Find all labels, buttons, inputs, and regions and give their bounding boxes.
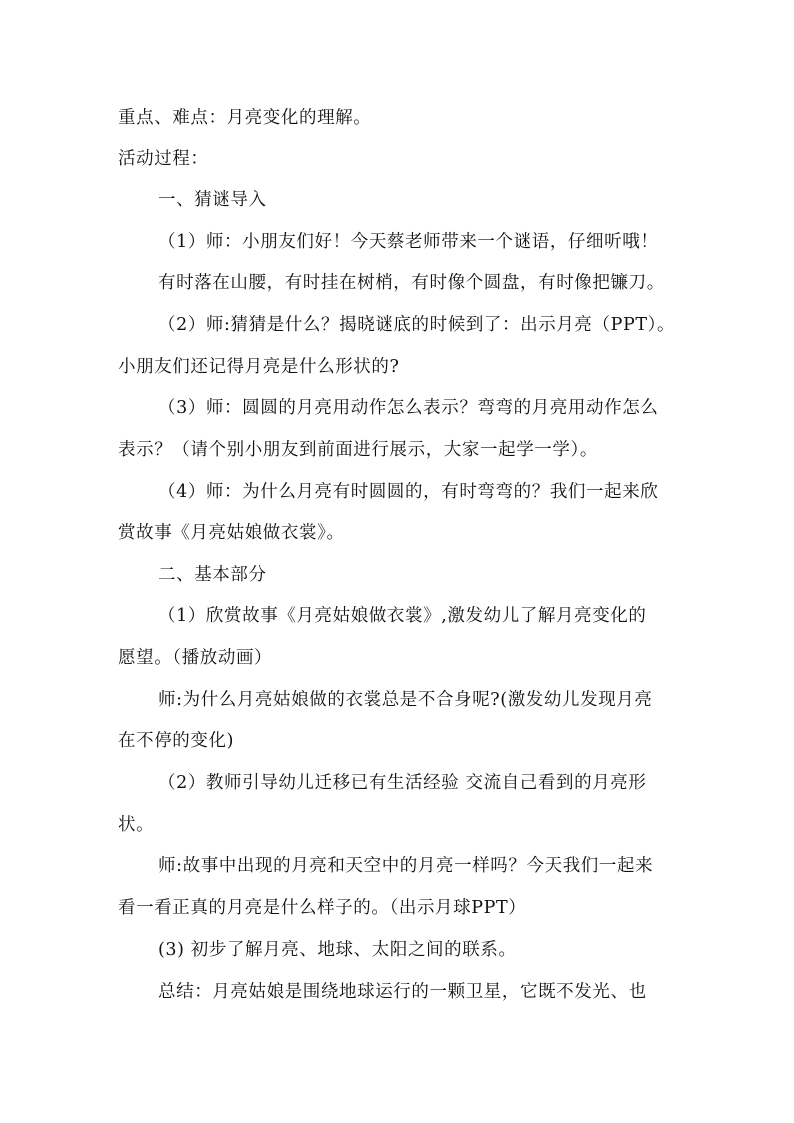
section-heading-riddle-intro: 一、猜谜导入 [158, 190, 267, 210]
paragraph-line: 看一看正真的月亮是什么样子的。（出示月球PPT） [118, 898, 527, 918]
paragraph-line: （1）师：小朋友们好！今天蔡老师带来一个谜语，仔细听哦！ [158, 232, 659, 252]
paragraph-line: 师:为什么月亮姑娘做的衣裳总是不合身呢?(激发幼儿发现月亮 [158, 690, 653, 710]
section-heading-basic-part: 二、基本部分 [158, 565, 267, 585]
paragraph-line: 赏故事《月亮姑娘做衣裳》。 [118, 523, 345, 543]
summary-line: 总结：月亮姑娘是围绕地球运行的一颗卫星，它既不发光、也 [158, 982, 647, 1002]
paragraph-line: 状。 [118, 815, 155, 835]
activity-process-heading: 活动过程： [118, 149, 209, 169]
paragraph-line: （2）教师引导幼儿迁移已有生活经验 交流自己看到的月亮形 [158, 773, 647, 793]
paragraph-line: （2）师:猜猜是什么？揭晓谜底的时候到了：出示月亮（PPT）。 [158, 315, 676, 335]
paragraph-line: (3) 初步了解月亮、地球、太阳之间的联系。 [158, 940, 517, 960]
paragraph-line: 师:故事中出现的月亮和天空中的月亮一样吗？今天我们一起来 [158, 856, 654, 876]
paragraph-line: （1）欣赏故事《月亮姑娘做衣裳》,激发幼儿了解月亮变化的 [158, 606, 647, 626]
paragraph-line: 小朋友们还记得月亮是什么形状的? [118, 357, 400, 377]
paragraph-line: 有时落在山腰，有时挂在树梢，有时像个圆盘，有时像把镰刀。 [158, 273, 665, 293]
paragraph-line: （4）师：为什么月亮有时圆圆的，有时弯弯的？我们一起来欣 [158, 482, 659, 502]
paragraph-line: （3）师：圆圆的月亮用动作怎么表示？弯弯的月亮用动作怎么 [158, 398, 659, 418]
key-points-line: 重点、难点：月亮变化的理解。 [118, 108, 372, 128]
paragraph-line: 愿望。（播放动画） [118, 648, 273, 668]
paragraph-line: 表示？（请个别小朋友到前面进行展示，大家一起学一学）。 [118, 440, 598, 460]
paragraph-line: 在不停的变化) [118, 731, 235, 751]
